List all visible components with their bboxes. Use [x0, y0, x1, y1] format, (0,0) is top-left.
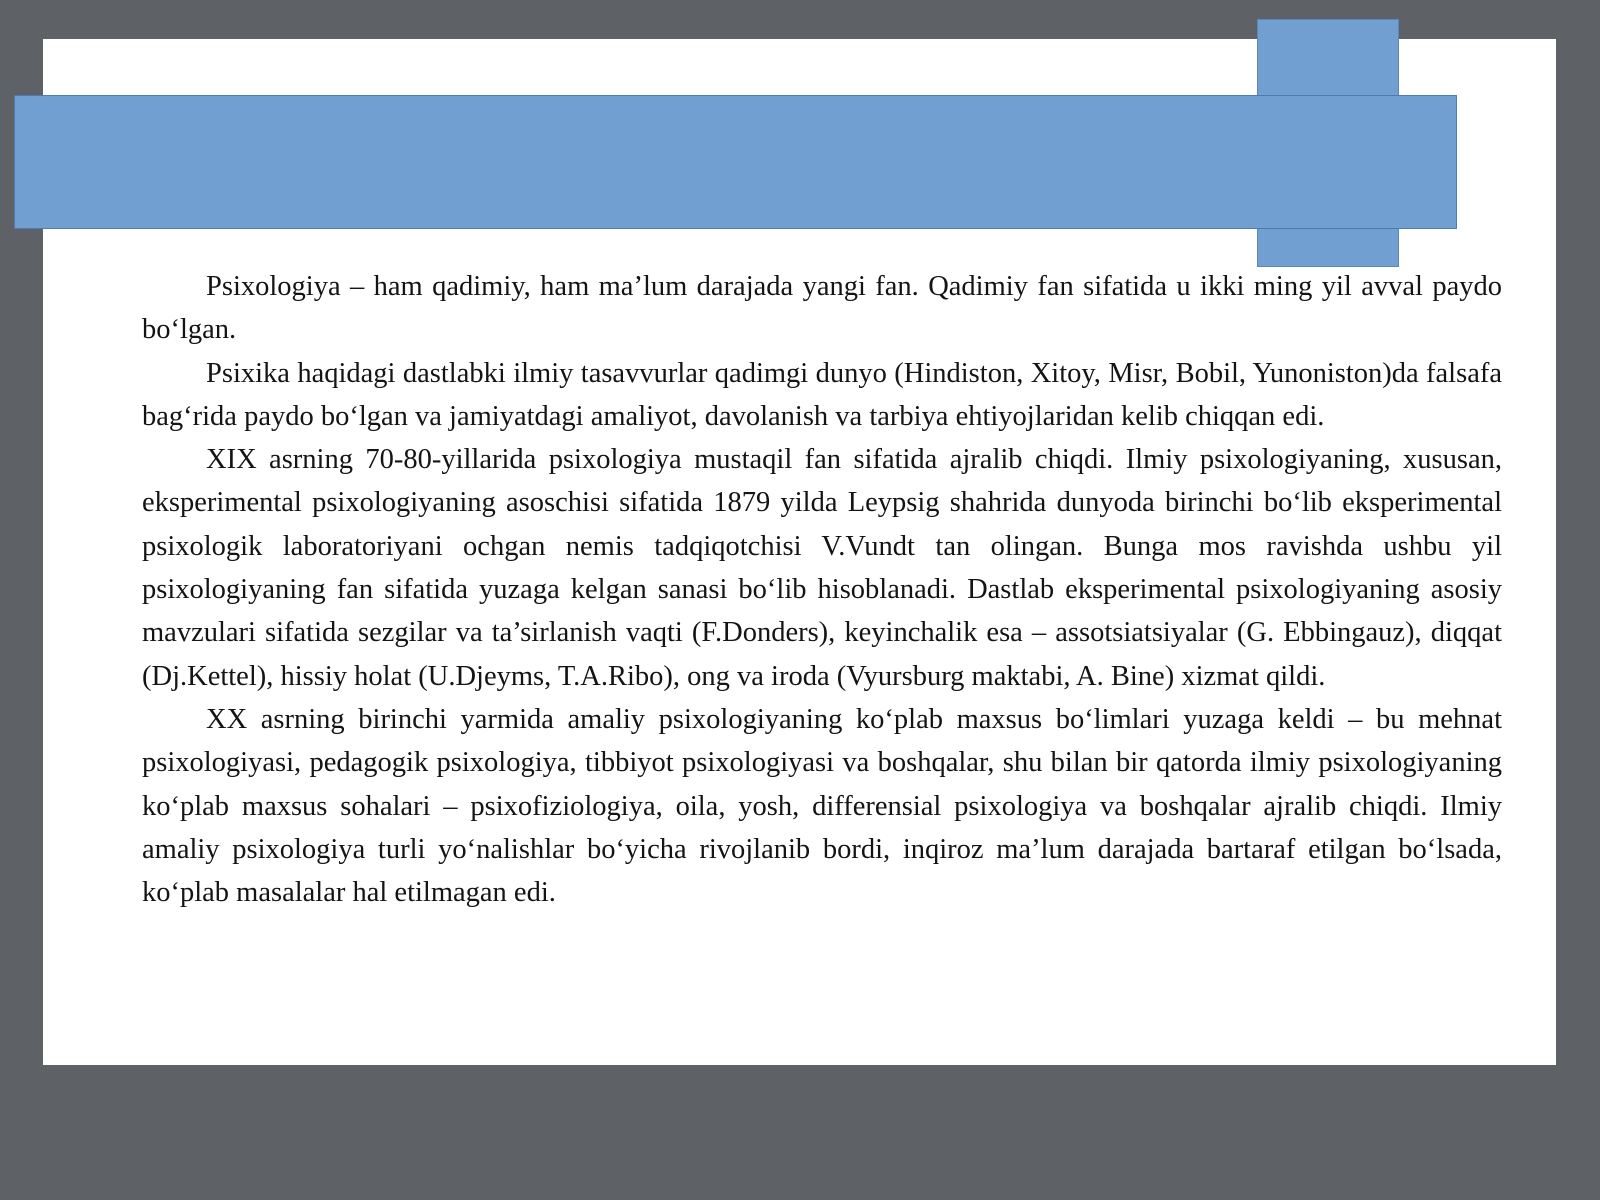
title-banner [14, 95, 1457, 229]
paragraph-psychology-intro: Psixologiya – ham qadimiy, ham ma’lum darajada yangi fan. Qadimiy fan sifatida u ikki ming yil avval paydo bo‘lgan. [142, 271, 1502, 346]
paragraph-twentieth-century: XX asrning birinchi yarmida amaliy psixologiyaning ko‘plab maxsus bo‘limlari yuzaga keldi – bu mehnat psixologiyasi, pedagogik psixologiya, tibbiyot psixologiyasi va boshqalar, shu bilan bir qatorda ilmiy psixologiyaning ko‘plab maxsus sohalari – psixofiziologiya, oila, yosh, differensial psixologiya va boshqalar ajralib chiqdi. Ilmiy amaliy psixologiya turli yo‘nalishlar bo‘yicha rivojlanib bordi, inqiroz ma’lum darajada bartaraf etilgan bo‘lsada, ko‘plab masalalar hal etilmagan edi. [142, 703, 1502, 909]
paragraph-nineteenth-century: XIX asrning 70-80-yillarida psixologiya mustaqil fan sifatida ajralib chiqdi. Ilmiy psixologiyaning, xususan, eksperimental psixologiyaning asoschisi sifatida 1879 yilda Leypsig shahrida dunyoda birinchi bo‘lib eksperimental psixologik laboratoriyani ochgan nemis tadqiqotchisi V.Vundt tan olingan. Bunga mos ravishda ushbu yil psixologiyaning fan sifatida yuzaga kelgan sanasi bo‘lib hisoblanadi. Dastlab eksperimental psixologiyaning asosiy mavzulari sifatida sezgilar va ta’sirlanish vaqti (F.Donders), keyinchalik esa – assotsiatsiyalar (G. Ebbingauz), diqqat (Dj.Kettel), hissiy holat (U.Djeyms, T.A.Ribo), ong va iroda (Vyursburg maktabi, A. Bine) xizmat qildi. [142, 444, 1502, 692]
slide-body-text [142, 265, 1502, 914]
paragraph-ancient-ideas: Psixika haqidagi dastlabki ilmiy tasavvurlar qadimgi dunyo (Hindiston, Xitoy, Misr, Bobil, Yunoniston)da falsafa bag‘rida paydo bo‘lgan va jamiyatdagi amaliyot, davolanish va tarbiya ehtiyojlaridan kelib chiqqan edi. [142, 357, 1502, 432]
